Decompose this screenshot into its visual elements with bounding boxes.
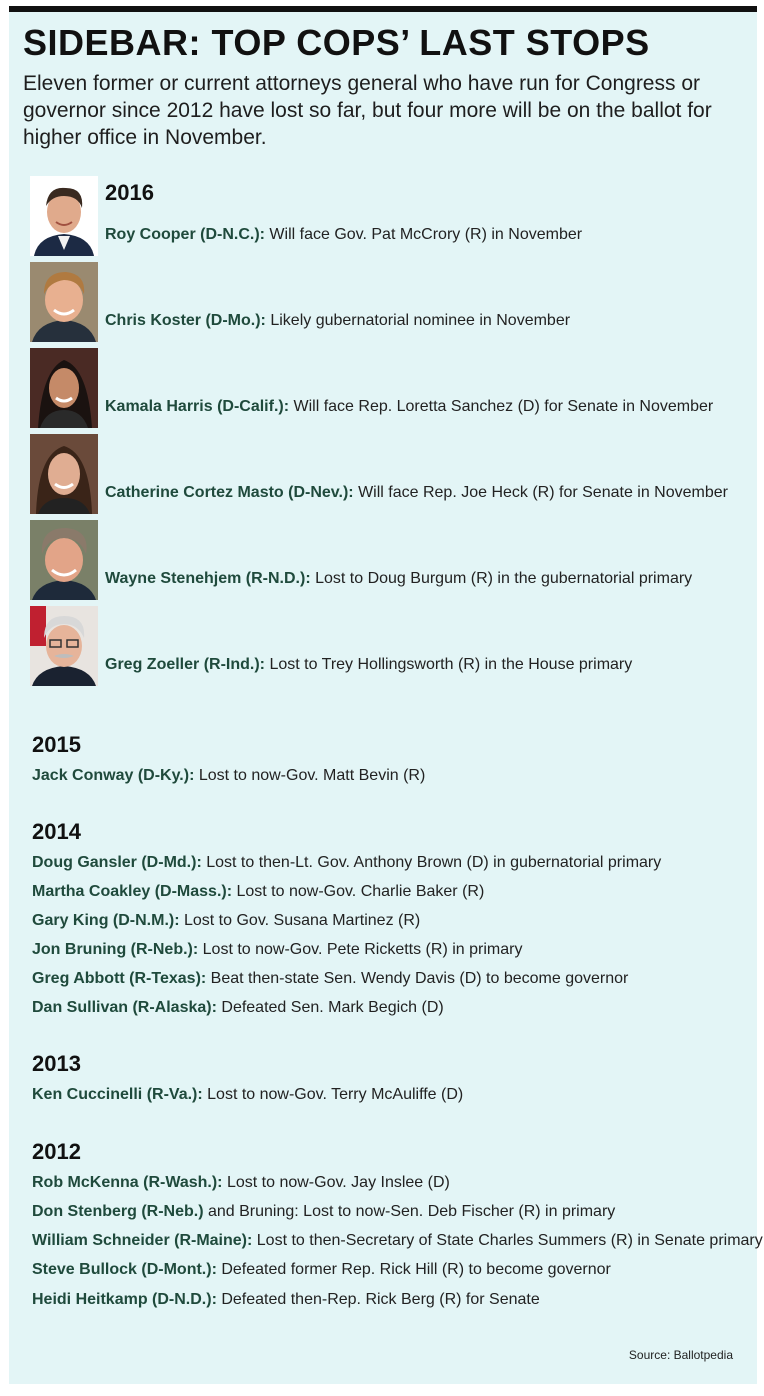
portrait-image: [30, 348, 98, 428]
person-name: Jack Conway (D-Ky.):: [32, 767, 195, 784]
entry-description: and Bruning: Lost to now-Sen. Deb Fischer (R) in primary: [203, 1203, 616, 1220]
person-name: Martha Coakley (D-Mass.):: [32, 883, 233, 900]
entry-text: [105, 311, 570, 331]
entry-description: Defeated then-Rep. Rick Berg (R) for Senate: [216, 1291, 540, 1308]
list-item: [32, 1231, 763, 1251]
entry-description: Lost to then-Secretary of State Charles Summers (R) in Senate primary: [252, 1232, 763, 1249]
person-name: Greg Abbott (R-Texas):: [32, 970, 207, 987]
person-name: Steve Bullock (D-Mont.):: [32, 1261, 217, 1278]
entry-row: [30, 262, 730, 344]
entry-description: Defeated former Rep. Rick Hill (R) to become governor: [216, 1261, 611, 1278]
list-item: [32, 1173, 450, 1193]
entry-text: [105, 483, 728, 503]
person-name: Wayne Stenehjem (R-N.D.):: [105, 570, 311, 587]
entry-text: [105, 569, 692, 589]
person-name: Heidi Heitkamp (D-N.D.):: [32, 1291, 217, 1308]
year-heading-2014: 2014: [32, 819, 81, 844]
person-name: Catherine Cortez Masto (D-Nev.):: [105, 484, 354, 501]
entry-description: Defeated Sen. Mark Begich (D): [216, 999, 444, 1016]
list-item: [32, 882, 484, 902]
entry-description: Lost to now-Gov. Charlie Baker (R): [232, 883, 485, 900]
person-name: Gary King (D-N.M.):: [32, 912, 180, 929]
person-name: William Schneider (R-Maine):: [32, 1232, 253, 1249]
list-item: [32, 853, 661, 873]
person-name: Dan Sullivan (R-Alaska):: [32, 999, 217, 1016]
list-item: [32, 1290, 540, 1310]
entry-description: Will face Gov. Pat McCrory (R) in November: [264, 226, 583, 243]
list-item: [32, 998, 444, 1018]
person-name: Rob McKenna (R-Wash.):: [32, 1174, 223, 1191]
entry-description: Will face Rep. Joe Heck (R) for Senate in November: [353, 484, 728, 501]
entry-description: Lost to now-Gov. Matt Bevin (R): [194, 767, 426, 784]
portrait-image: [30, 176, 98, 256]
entry-description: Likely gubernatorial nominee in November: [265, 312, 571, 329]
entry-description: Lost to then-Lt. Gov. Anthony Brown (D) in gubernatorial primary: [201, 854, 662, 871]
portrait-image: [30, 520, 98, 600]
entry-description: Will face Rep. Loretta Sanchez (D) for Senate in November: [289, 398, 714, 415]
entry-description: Lost to Gov. Susana Martinez (R): [179, 912, 421, 929]
entry-description: Lost to Doug Burgum (R) in the gubernatorial primary: [310, 570, 693, 587]
year-heading-2012: 2012: [32, 1139, 81, 1164]
person-name: Kamala Harris (D-Calif.):: [105, 398, 290, 415]
source-credit: Source: Ballotpedia: [628, 1348, 733, 1362]
list-item: [32, 766, 425, 786]
list-item: [32, 1085, 463, 1105]
list-item: [32, 969, 628, 989]
entry-description: Lost to now-Gov. Pete Ricketts (R) in primary: [198, 941, 523, 958]
list-item: [32, 1202, 615, 1222]
intro-paragraph: Eleven former or current attorneys general who have run for Congress or governor since 2012 have lost so far, but four more will be on the ballot for higher office in November.: [23, 72, 712, 149]
entry-text: [105, 397, 713, 417]
person-name: Greg Zoeller (R-Ind.):: [105, 656, 265, 673]
year-heading-2013: 2013: [32, 1051, 81, 1076]
portrait-image: [30, 434, 98, 514]
year-heading-2015: 2015: [32, 732, 81, 757]
entry-description: Lost to now-Gov. Jay Inslee (D): [222, 1174, 450, 1191]
list-item: [32, 1260, 611, 1280]
list-item: [32, 911, 420, 931]
entry-description: Lost to now-Gov. Terry McAuliffe (D): [202, 1086, 464, 1103]
portrait-image: [30, 262, 98, 342]
person-name: Chris Koster (D-Mo.):: [105, 312, 266, 329]
page-title: SIDEBAR: TOP COPS’ LAST STOPS: [23, 22, 650, 63]
person-name: Jon Bruning (R-Neb.):: [32, 941, 199, 958]
entry-row: [30, 606, 730, 688]
year-heading-2016: 2016: [105, 180, 154, 205]
entry-row: [30, 348, 730, 430]
entry-description: Beat then-state Sen. Wendy Davis (D) to become governor: [206, 970, 629, 987]
person-name: Don Stenberg (R-Neb.): [32, 1203, 204, 1220]
portrait-image: [30, 606, 98, 686]
person-name: Ken Cuccinelli (R-Va.):: [32, 1086, 203, 1103]
entry-row: [30, 176, 730, 258]
person-name: Doug Gansler (D-Md.):: [32, 854, 202, 871]
list-item: [32, 940, 522, 960]
entry-description: Lost to Trey Hollingsworth (R) in the House primary: [265, 656, 633, 673]
entry-row: [30, 434, 730, 516]
entry-text: [105, 225, 582, 245]
entry-row: [30, 520, 730, 602]
entry-text: [105, 655, 632, 675]
person-name: Roy Cooper (D-N.C.):: [105, 226, 265, 243]
sidebar-panel: [9, 6, 763, 1384]
